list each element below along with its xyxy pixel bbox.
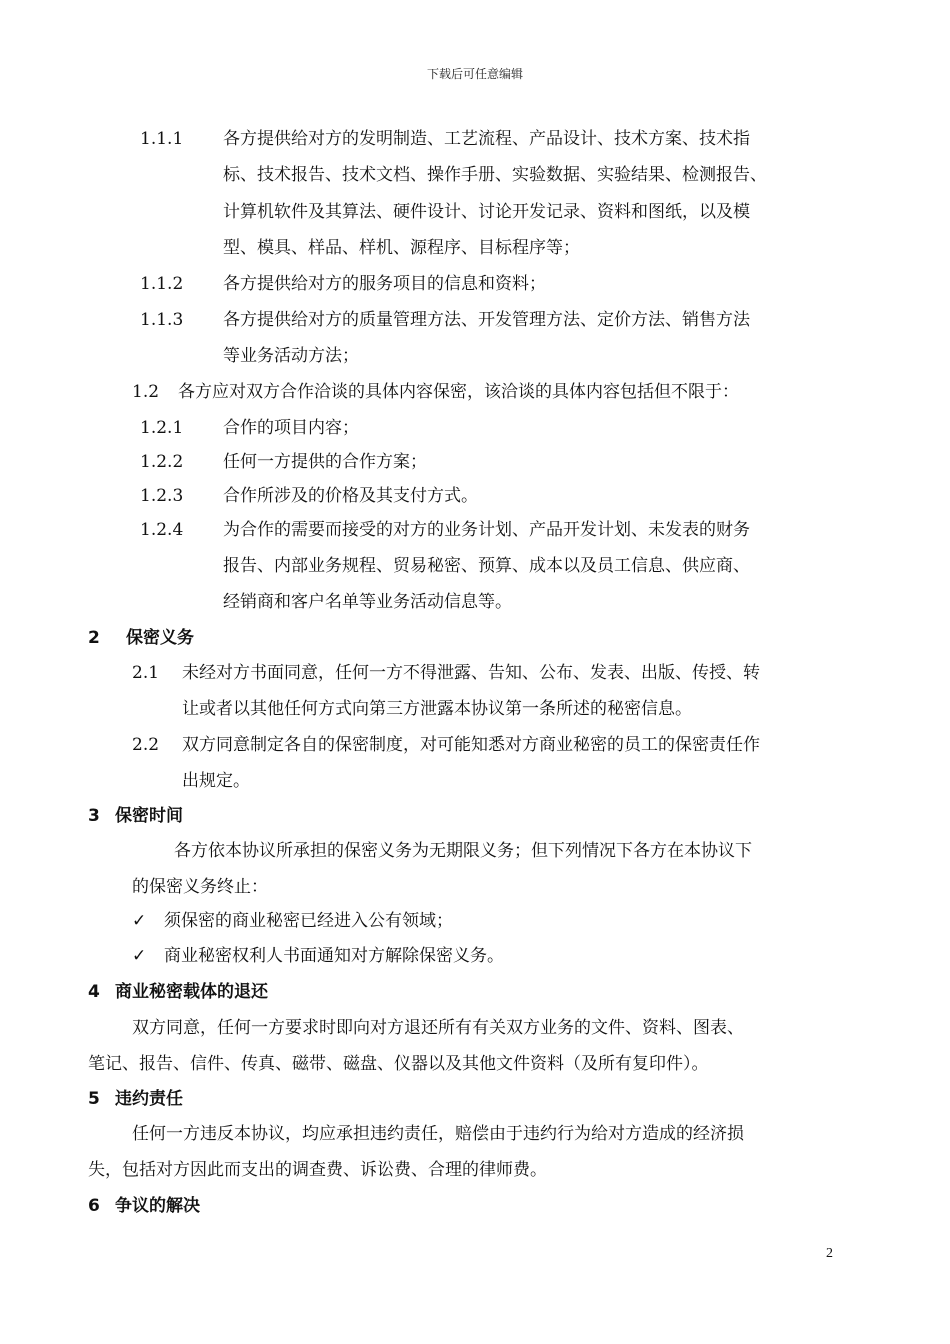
- clause-number-1-1-3: 1.1.3: [140, 310, 184, 330]
- section-5-paragraph-line: 任何一方违反本协议，均应承担违约责任，赔偿由于违约行为给对方造成的经济损: [132, 1124, 744, 1144]
- section-3-paragraph-line: 的保密义务终止：: [132, 877, 268, 897]
- section-3-paragraph-line: 各方依本协议所承担的保密义务为无期限义务；但下列情况下各方在本协议下: [174, 841, 752, 861]
- clause-number-2-1: 2.1: [132, 663, 160, 683]
- section-title-2: 保密义务: [126, 628, 194, 648]
- clause-1-1-1-line: 型、模具、样品、样机、源程序、目标程序等；: [223, 238, 580, 258]
- section-number-6: 6: [88, 1196, 100, 1216]
- section-title-6: 争议的解决: [115, 1196, 200, 1216]
- clause-number-1-2-1: 1.2.1: [140, 418, 184, 438]
- page-number: 2: [826, 1246, 833, 1261]
- clause-1-1-1-line: 各方提供给对方的发明制造、工艺流程、产品设计、技术方案、技术指: [223, 129, 750, 149]
- clause-1-1-3-line: 等业务活动方法；: [223, 346, 359, 366]
- clause-1-2-text: 各方应对双方合作洽谈的具体内容保密，该洽谈的具体内容包括但不限于：: [178, 382, 739, 402]
- bullet-item: 须保密的商业秘密已经进入公有领域；: [164, 911, 453, 931]
- check-mark-icon: ✓: [132, 911, 147, 931]
- clause-number-2-2: 2.2: [132, 735, 160, 755]
- section-title-5: 违约责任: [115, 1089, 183, 1109]
- clause-2-1-line: 未经对方书面同意，任何一方不得泄露、告知、公布、发表、出版、传授、转: [182, 663, 760, 683]
- clause-number-1-2-2: 1.2.2: [140, 452, 184, 472]
- section-number-5: 5: [88, 1089, 100, 1109]
- section-title-3: 保密时间: [115, 806, 183, 826]
- clause-1-1-1-line: 标、技术报告、技术文档、操作手册、实验数据、实验结果、检测报告、: [223, 165, 767, 185]
- clause-1-2-4-line: 报告、内部业务规程、贸易秘密、预算、成本以及员工信息、供应商、: [223, 556, 750, 576]
- clause-2-1-line: 让或者以其他任何方式向第三方泄露本协议第一条所述的秘密信息。: [182, 699, 692, 719]
- clause-number-1-2-3: 1.2.3: [140, 486, 184, 506]
- clause-1-2-4-line: 为合作的需要而接受的对方的业务计划、产品开发计划、未发表的财务: [223, 520, 750, 540]
- clause-1-2-4-line: 经销商和客户名单等业务活动信息等。: [223, 592, 512, 612]
- clause-2-2-line: 双方同意制定各自的保密制度，对可能知悉对方商业秘密的员工的保密责任作: [182, 735, 760, 755]
- clause-1-2-2-line: 任何一方提供的合作方案；: [223, 452, 427, 472]
- section-4-paragraph-line: 笔记、报告、信件、传真、磁带、磁盘、仪器以及其他文件资料（及所有复印件）。: [88, 1054, 709, 1074]
- clause-1-2-3-line: 合作所涉及的价格及其支付方式。: [223, 486, 478, 506]
- section-title-4: 商业秘密载体的退还: [115, 982, 268, 1002]
- clause-number-1-1-2: 1.1.2: [140, 274, 184, 294]
- clause-2-2-line: 出规定。: [182, 771, 250, 791]
- clause-1-1-3-line: 各方提供给对方的质量管理方法、开发管理方法、定价方法、销售方法: [223, 310, 750, 330]
- page-header: 下载后可任意编辑: [426, 67, 523, 81]
- section-number-2: 2: [88, 628, 100, 648]
- clause-1-1-1-line: 计算机软件及其算法、硬件设计、讨论开发记录、资料和图纸，以及模: [223, 202, 750, 222]
- clause-number-1-2: 1.2: [132, 382, 160, 402]
- check-mark-icon: ✓: [132, 946, 147, 966]
- section-5-paragraph-line: 失，包括对方因此而支出的调查费、诉讼费、合理的律师费。: [88, 1160, 547, 1180]
- bullet-item: 商业秘密权利人书面通知对方解除保密义务。: [164, 946, 504, 966]
- section-number-4: 4: [88, 982, 100, 1002]
- clause-number-1-2-4: 1.2.4: [140, 520, 184, 540]
- clause-number-1-1-1: 1.1.1: [140, 129, 184, 149]
- section-number-3: 3: [88, 806, 100, 826]
- section-4-paragraph-line: 双方同意，任何一方要求时即向对方退还所有有关双方业务的文件、资料、图表、: [132, 1018, 744, 1038]
- clause-1-1-2-line: 各方提供给对方的服务项目的信息和资料；: [223, 274, 546, 294]
- clause-1-2-1-line: 合作的项目内容；: [223, 418, 359, 438]
